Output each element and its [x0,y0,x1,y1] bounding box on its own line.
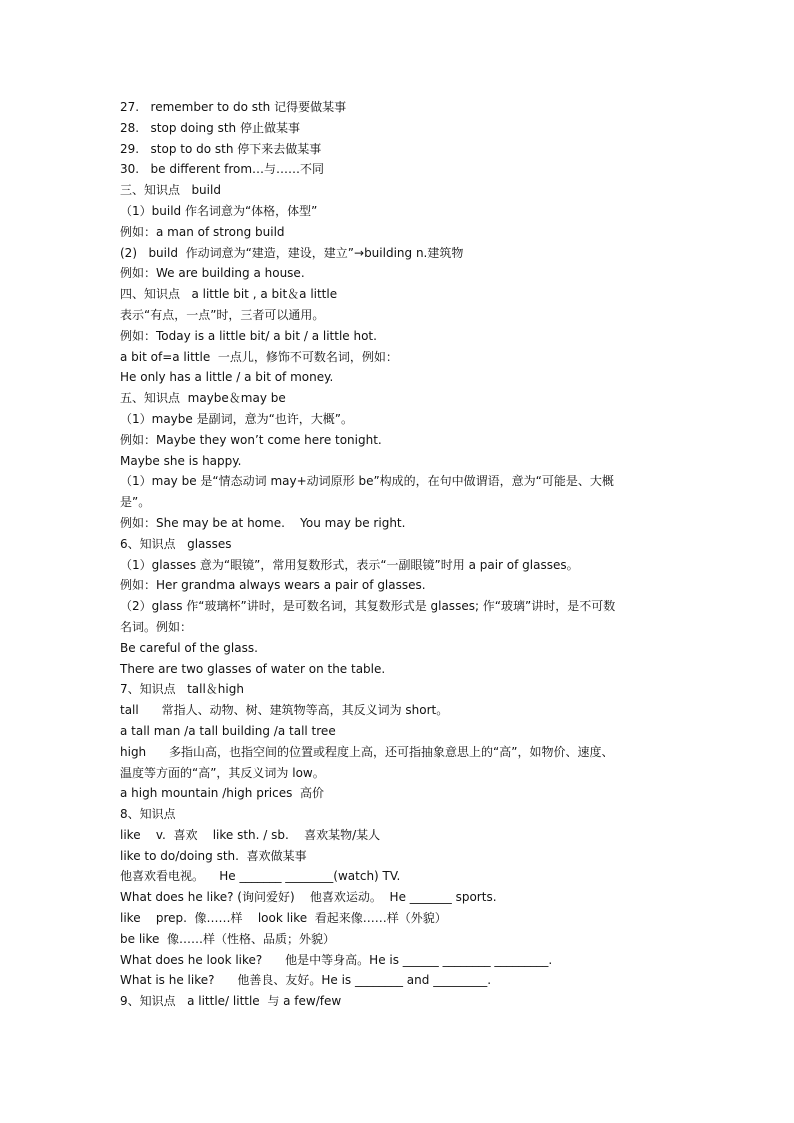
text-line: Be careful of the glass. [120,640,258,655]
section-heading: 四、知识点 a little bit , a bit＆a little [120,287,338,302]
text-line: Maybe she is happy. [120,453,242,468]
text-line: 例如：Today is a little bit/ a bit / a little hot. [120,328,377,343]
text-line: He only has a little / a bit of money. [120,370,334,385]
section-heading: 9、知识点 a little/ little 与 a few/few [120,994,342,1009]
text-line: a high mountain /high prices 高价 [120,786,324,801]
section-heading: 6、知识点 glasses [120,536,232,551]
section-heading: 8、知识点 [120,807,176,822]
text-line: 温度等方面的“高”，其反义词为 low。 [120,765,325,780]
text-line: 例如：Her grandma always wears a pair of glasses. [120,578,426,593]
text-line: （2）glass 作“玻璃杯”讲时，是可数名词，其复数形式是 glasses; 作“玻璃”讲时，是不可数 [120,599,616,614]
text-line: （1）build 作名词意为“体格，体型” [120,203,318,218]
text-line: 名词。例如： [120,619,193,634]
text-line: 例如：Maybe they won’t come here tonight. [120,432,382,447]
text-line: 表示“有点，一点”时，三者可以通用。 [120,307,325,322]
text-line: (2) build 作动词意为“建造，建设，建立”→building n.建筑物 [120,245,464,260]
text-line: 29. stop to do sth 停下来去做某事 [120,141,322,156]
text-line: tall 常指人、动物、树、建筑物等高，其反义词为 short。 [120,703,449,718]
text-line: 例如：She may be at home. You may be right. [120,515,406,530]
text-line: like v. 喜欢 like sth. / sb. 喜欢某物/某人 [120,827,381,842]
section-heading: 三、知识点 build [120,183,221,198]
text-line: high 多指山高，也指空间的位置或程度上高，还可指抽象意思上的“高”，如物价、速度、 [120,744,614,759]
text-line: 是”。 [120,495,151,510]
exercise-line: 他喜欢看电视。 He _______ ________(watch) TV. [120,869,401,884]
text-line: a bit of=a little 一点儿，修饰不可数名词，例如： [120,349,398,364]
exercise-line: What does he look like? 他是中等身高。He is ______ ________ _________. [120,952,553,967]
exercise-line: What is he like? 他善良、友好。He is ________ and _________. [120,973,492,988]
text-line: be like 像……样（性格、品质；外貌） [120,931,336,946]
exercise-line: What does he like? (询问爱好) 他喜欢运动。 He _______ sports. [120,890,497,905]
document-page [120,97,680,1012]
text-line: 例如：We are building a house. [120,266,305,281]
text-line: like to do/doing sth. 喜欢做某事 [120,848,307,863]
text-line: （1）maybe 是副词，意为“也许，大概”。 [120,411,354,426]
text-line: 例如：a man of strong build [120,224,285,239]
text-line: like prep. 像……样 look like 看起来像……样（外貌） [120,911,447,926]
text-line: 27. remember to do sth 记得要做某事 [120,100,347,114]
text-line: （1）may be 是“情态动词 may+动词原形 be”构成的，在句中做谓语，意为“可能是、大概 [120,474,614,489]
section-heading: 7、知识点 tall＆high [120,682,244,697]
text-line: 30. be different from…与……不同 [120,162,325,177]
section-heading: 五、知识点 maybe＆may be [120,391,286,406]
text-line: There are two glasses of water on the table. [120,661,386,676]
text-line: 28. stop doing sth 停止做某事 [120,120,300,135]
text-line: （1）glasses 意为“眼镜”，常用复数形式，表示“一副眼镜”时用 a pair of glasses。 [120,557,579,572]
text-line: a tall man /a tall building /a tall tree [120,723,336,738]
